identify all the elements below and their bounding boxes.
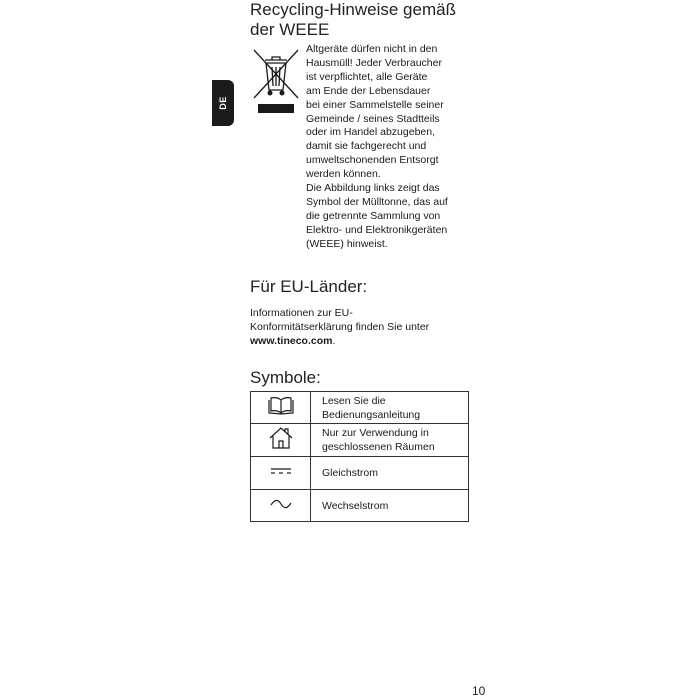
weee-line: die getrennte Sammlung von: [306, 209, 441, 222]
language-tab: [212, 80, 234, 126]
weee-title-line-2: der WEEE: [250, 20, 330, 39]
weee-line: werden können.: [306, 168, 381, 181]
weee-line: Altgeräte dürfen nicht in den: [306, 43, 438, 55]
symbol-text: Lesen Sie die Bedienungsanleitung: [322, 394, 421, 421]
weee-line: Symbol der Mülltonne, das auf: [306, 195, 448, 208]
weee-line: (WEEE) hinweist.: [306, 237, 388, 250]
table-row: [251, 457, 469, 490]
alternating-current-icon: [269, 498, 293, 510]
language-tab-label: DE: [218, 96, 228, 110]
symbol-icon-cell: [251, 457, 311, 490]
eu-line-3-suffix: .: [332, 335, 336, 347]
eu-line-2: Konformitätserklärung finden Sie unter: [250, 321, 430, 333]
symbol-text: Nur zur Verwendung in geschlossenen Räumen: [322, 427, 435, 453]
table-row: [251, 490, 469, 522]
weee-line: Die Abbildung links zeigt das: [306, 182, 440, 195]
weee-line: oder im Handel abzugeben,: [306, 126, 436, 139]
symbol-description: [311, 457, 469, 490]
weee-line: damit sie fachgerecht und: [306, 140, 427, 153]
symbols-title: Symbole:: [250, 368, 321, 387]
weee-paragraph: [306, 43, 476, 252]
weee-line: Hausmüll! Jeder Verbraucher: [306, 56, 442, 69]
symbol-icon-cell: [251, 424, 311, 457]
direct-current-icon: [269, 466, 293, 476]
weee-line: Elektro- und Elektronikgeräten: [306, 223, 448, 236]
symbol-description: [311, 392, 469, 424]
symbol-icon-cell: [251, 392, 311, 424]
house-indoor-icon: [268, 426, 294, 450]
crossed-out-wheelie-bin-icon: [252, 46, 300, 114]
symbol-icon-cell: [251, 490, 311, 522]
table-row: [251, 424, 469, 457]
eu-paragraph: [250, 306, 429, 348]
weee-line: ist verpflichtet, alle Geräte: [306, 70, 428, 83]
symbols-table: [250, 391, 469, 522]
symbol-text: Wechselstrom: [322, 499, 389, 512]
tineco-website-link[interactable]: www.tineco.com: [250, 335, 333, 347]
weee-line: Gemeinde / seines Stadtteils: [306, 112, 440, 125]
eu-line-1: Informationen zur EU-: [250, 307, 353, 319]
weee-title-line-1: Recycling-Hinweise gemäß: [250, 0, 456, 19]
weee-line: umweltschonenden Entsorgt: [306, 154, 439, 167]
symbol-description: [311, 490, 469, 522]
symbol-text: Gleichstrom: [322, 467, 379, 479]
book-manual-icon: [266, 395, 296, 417]
page-number: 10: [472, 684, 486, 698]
symbol-description: [311, 424, 469, 457]
weee-line: am Ende der Lebensdauer: [306, 84, 431, 97]
eu-title: Für EU-Länder:: [250, 277, 368, 296]
table-row: [251, 392, 469, 424]
weee-line: bei einer Sammelstelle seiner: [306, 98, 444, 111]
